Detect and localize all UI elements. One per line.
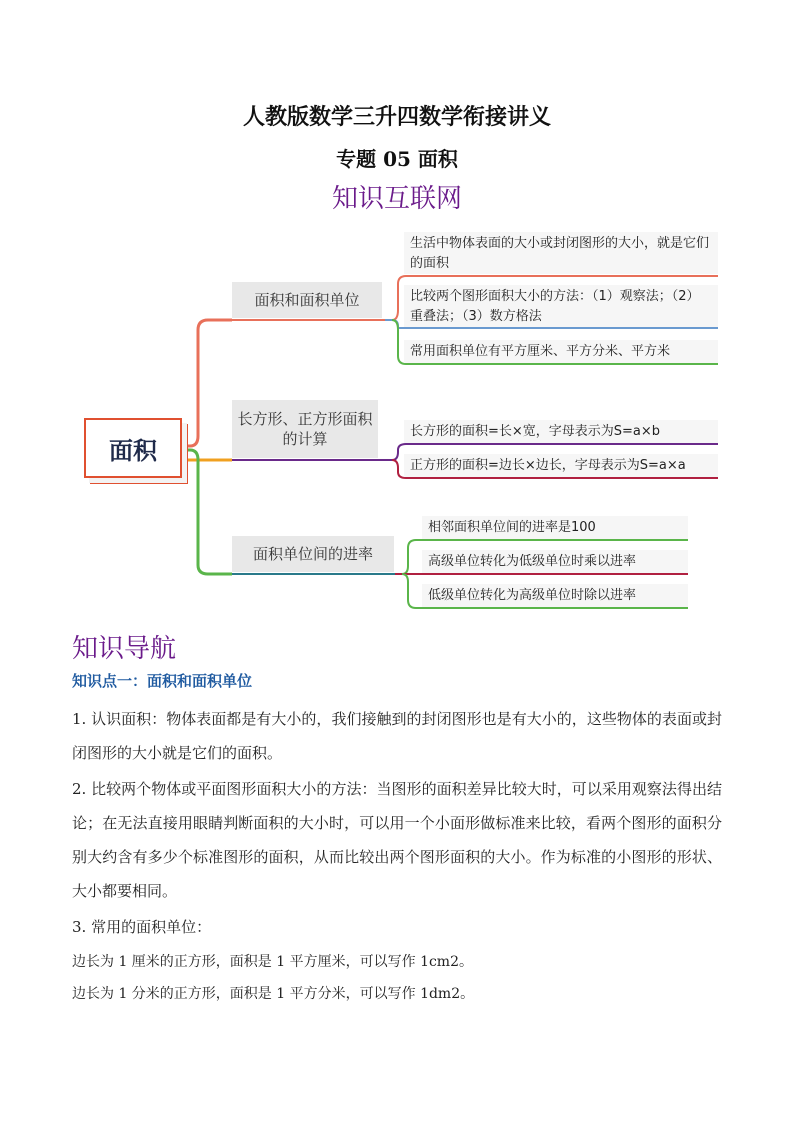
branch-unit-conversion-rate: 面积单位间的进率 xyxy=(232,536,394,572)
paragraph-common-units-heading: 3. 常用的面积单位： xyxy=(72,918,212,936)
document-title: 人教版数学三升四数学衔接讲义 xyxy=(242,104,551,130)
connector-root-branch3 xyxy=(180,450,232,574)
paragraph-compare-methods: 2. 比较两个物体或平面图形面积大小的方法：当图形的面积差异比较大时，可以采用观察法得出结论；在无法直接用眼睛判断面积的大小时，可以用一个小面形做标准来比较，看两个图形的面积分别大约含有多少个标准图形的面积，从而比较出两个图形面积的大小。作为标准的小图形的形状、大小都要相同。 xyxy=(72,780,722,900)
leaf-adjacent-rate: 相邻面积单位间的进率是100 xyxy=(422,516,688,539)
leaf-high-to-low: 高级单位转化为低级单位时乘以进率 xyxy=(422,550,688,573)
mindmap-root-node: 面积 xyxy=(84,418,182,478)
branch-rectangle-square-area: 长方形、正方形面积的计算 xyxy=(232,400,378,458)
paragraph-area-definition: 1. 认识面积：物体表面都是有大小的，我们接触到的封闭图形也是有大小的，这些物体的表面或封闭图形的大小就是它们的面积。 xyxy=(72,710,722,762)
topic-title: 专题 05 面积 xyxy=(336,147,458,171)
leaf-low-to-high: 低级单位转化为高级单位时除以进率 xyxy=(422,584,688,607)
leaf-square-formula: 正方形的面积=边长×边长，字母表示为S=a×a xyxy=(404,454,718,477)
knowledge-point-1-title: 知识点一：面积和面积单位 xyxy=(72,672,253,690)
leaf-rectangle-formula: 长方形的面积=长×宽，字母表示为S=a×b xyxy=(404,420,718,443)
branch-area-and-units: 面积和面积单位 xyxy=(232,282,382,318)
section-title-knowledge-network: 知识互联网 xyxy=(331,184,462,214)
leaf-compare-methods: 比较两个图形面积大小的方法：（1）观察法；（2）重叠法；（3）数方格法 xyxy=(404,285,718,327)
leaf-common-units: 常用面积单位有平方厘米、平方分米、平方米 xyxy=(404,340,718,363)
connector-root-branch1 xyxy=(180,320,232,446)
paragraph-square-centimeter: 边长为 1 厘米的正方形，面积是 1 平方厘米，可以写作 1cm2。 xyxy=(72,954,473,970)
paragraph-square-decimeter: 边长为 1 分米的正方形，面积是 1 平方分米，可以写作 1dm2。 xyxy=(72,986,475,1002)
section-title-knowledge-navigation: 知识导航 xyxy=(72,634,177,664)
leaf-area-definition: 生活中物体表面的大小或封闭图形的大小，就是它们的面积 xyxy=(404,232,718,274)
